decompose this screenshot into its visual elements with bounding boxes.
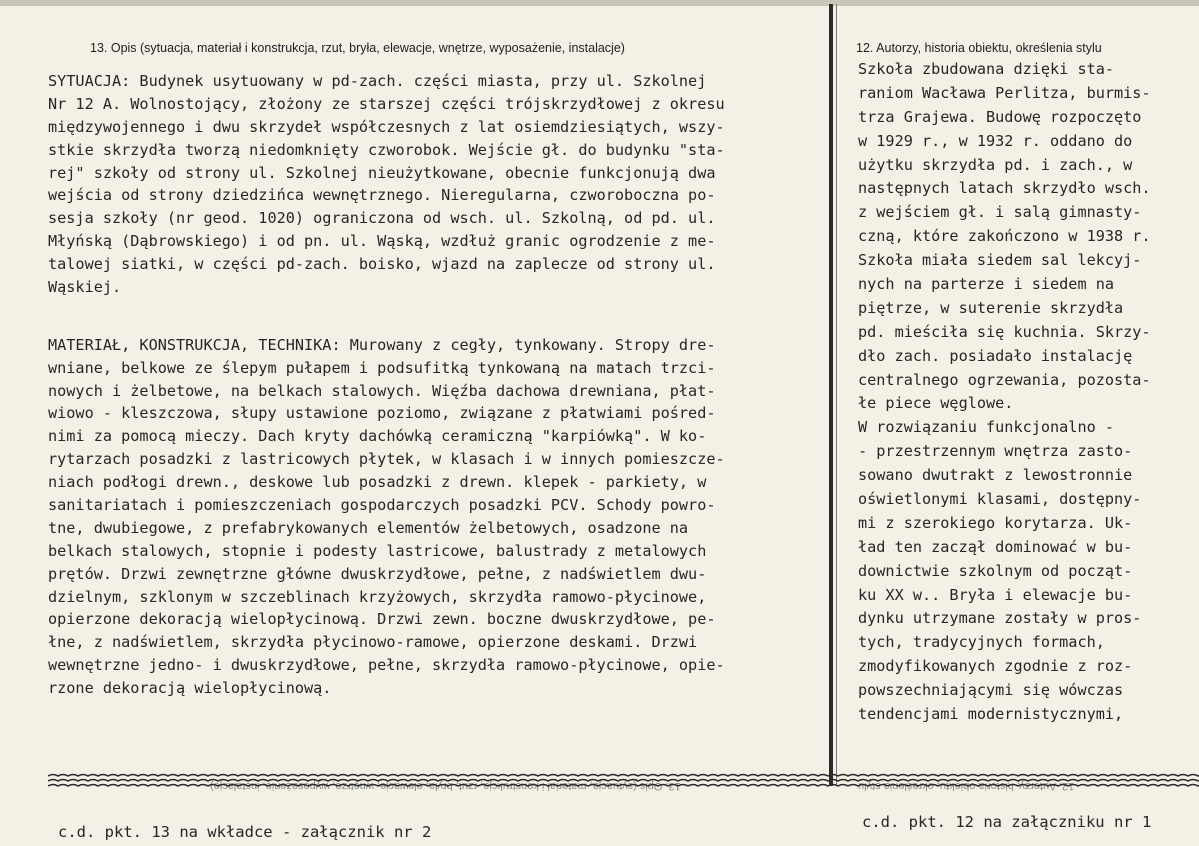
text-line: łe piece węglowe.	[858, 394, 1014, 413]
column-divider-thin	[836, 4, 837, 786]
text-line: ku XX w.. Bryła i elewacje bu-	[858, 585, 1133, 604]
text-line: ład ten zaczął dominować w bu-	[858, 537, 1133, 556]
text-line: piętrze, w suterenie skrzydła	[858, 298, 1124, 317]
history-column	[858, 58, 1151, 727]
text-line: Szkoła zbudowana dzięki sta-	[858, 60, 1115, 78]
text-line: prętów. Drzwi zewnętrzne główne dwuskrzydłowe, pełne, z nadświetlem dwu-	[48, 564, 707, 583]
scan-top-edge	[0, 0, 1199, 6]
text-line: nimi za pomocą mieczy. Dach kryty dachówką ceramiczną "karpiówką". W ko-	[48, 427, 707, 446]
text-line: Wąskiej.	[48, 278, 122, 297]
text-line: belkach stalowych, stopnie i podesty lastricowe, balustrady z metalowych	[48, 541, 707, 560]
text-line: sesja szkoły (nr geod. 1020) ograniczona od wsch. ul. Szkolną, od pd. ul.	[48, 209, 716, 228]
description-column	[48, 70, 725, 700]
text-line: tendencjami modernistycznymi,	[858, 705, 1124, 724]
text-line: rej" szkoły od strony ul. Szkolnej nieużytkowane, obecnie funkcjonują dwa	[48, 163, 716, 182]
text-line: sowano dwutrakt z lewostronnie	[858, 466, 1133, 485]
text-line: rytarzach posadzki z lastricowych płytek, w klasach i w innych pomieszcze-	[48, 450, 725, 469]
text-line: nych na parterze i siedem na	[858, 275, 1115, 294]
section-12-header: 12. Autorzy, historia obiektu, określenia stylu	[856, 41, 1102, 55]
text-line: wniane, belkowe ze ślepym pułapem i podsufitką tynkowaną na matach trzci-	[48, 358, 716, 377]
text-line: dło zach. posiadało instalację	[858, 346, 1133, 365]
text-line: tne, dwubiegowe, z prefabrykowanych elementów żelbetowych, osadzone na	[48, 518, 689, 537]
text-line: zmodyfikowanych zgodnie z roz-	[858, 657, 1133, 676]
text-line: sanitariatach i pomieszczeniach gospodarczych posadzki PCV. Schody powro-	[48, 496, 716, 515]
text-line: Młyńską (Dąbrowskiego) i od pn. ul. Wąską, wzdłuż granic ogrodzenie z me-	[48, 232, 716, 251]
footer-right: c.d. pkt. 12 na załączniku nr 1	[862, 813, 1152, 831]
text-line: rzone dekoracją wielopłycinową.	[48, 679, 332, 698]
text-line: centralnego ogrzewania, pozosta-	[858, 370, 1151, 389]
column-divider	[829, 4, 833, 786]
text-line: tych, tradycyjnych formach,	[858, 633, 1105, 652]
text-line: niach podłogi drewn., deskowe lub posadzki z drewn. klepek - parkiety, w	[48, 473, 707, 492]
wavy-border	[48, 771, 1199, 791]
text-line: powszechniającymi się wówczas	[858, 681, 1124, 700]
mirrored-header-left: 13. Opis (sytuacja, materiał i konstrukcja, rzut, bryła, elewacje, wnętrze, wyposażenie, instalacje)	[210, 780, 681, 792]
text-line: wiowo - kleszczowa, słupy ustawione poziomo, związane z płatwiami pośred-	[48, 404, 716, 423]
text-line: nowych i żelbetowe, na belkach stalowych. Więźba dachowa drewniana, płat-	[48, 381, 716, 400]
text-line: międzywojennego i dwu skrzydeł współczesnych z lat osiemdziesiątych, wszy-	[48, 117, 725, 136]
text-line: stkie skrzydła tworzą niedomknięty czworobok. Wejście gł. do budynku "sta-	[48, 140, 725, 159]
situation-paragraph	[48, 70, 725, 299]
text-line: użytku skrzydła pd. i zach., w	[858, 155, 1133, 174]
text-line: SYTUACJA: Budynek usytuowany w pd-zach. części miasta, przy ul. Szkolnej	[48, 72, 707, 90]
mirrored-header-right: 12. Autorzy, historia obiektu, określenia stylu	[858, 780, 1075, 792]
text-line: raniom Wacława Perlitza, burmis-	[858, 83, 1151, 102]
text-line: pd. mieściła się kuchnia. Skrzy-	[858, 322, 1151, 341]
text-line: z wejściem gł. i salą gimnasty-	[858, 203, 1142, 222]
text-line: czną, które zakończono w 1938 r.	[858, 227, 1151, 246]
text-line: opierzone dekoracją wielopłycinową. Drzwi zewn. boczne dwuskrzydłowe, pe-	[48, 610, 716, 629]
text-line: dynku utrzymane zostały w pros-	[858, 609, 1142, 628]
text-line: następnych latach skrzydło wsch.	[858, 179, 1151, 198]
footer-left: c.d. pkt. 13 na wkładce - załącznik nr 2	[58, 823, 432, 841]
text-line: wejścia od strony dziedzińca wewnętrznego. Nieregularna, czworoboczna po-	[48, 186, 716, 205]
text-line: MATERIAŁ, KONSTRUKCJA, TECHNIKA: Murowany z cegły, tynkowany. Stropy dre-	[48, 335, 716, 354]
text-line: - przestrzennym wnętrza zasto-	[858, 442, 1133, 461]
text-line: Szkoła miała siedem sal lekcyj-	[858, 251, 1142, 270]
text-line: wewnętrzne jedno- i dwuskrzydłowe, pełne, skrzydła ramowo-płycinowe, opie-	[48, 656, 725, 675]
text-line: mi z szerokiego korytarza. Uk-	[858, 513, 1133, 532]
text-line: downictwie szkolnym od począt-	[858, 561, 1133, 580]
text-line: Nr 12 A. Wolnostojący, złożony ze starszej części trójskrzydłowej z okresu	[48, 94, 725, 113]
text-line: trza Grajewa. Budowę rozpoczęto	[858, 107, 1142, 126]
section-13-header: 13. Opis (sytuacja, materiał i konstrukcja, rzut, bryła, elewacje, wnętrze, wyposażenie, instalacje)	[90, 41, 625, 55]
text-line: łne, z nadświetlem, skrzydła płycinowo-ramowe, opierzone deskami. Drzwi	[48, 633, 698, 652]
material-paragraph	[48, 334, 725, 700]
text-line: w 1929 r., w 1932 r. oddano do	[858, 131, 1133, 150]
text-line: talowej siatki, w części pd-zach. boisko, wjazd na zaplecze od strony ul.	[48, 255, 716, 274]
text-line: W rozwiązaniu funkcjonalno -	[858, 418, 1115, 437]
text-line: oświetlonymi klasami, dostępny-	[858, 490, 1142, 509]
text-line: dzielnym, szklonym w szczeblinach krzyżowych, skrzydła ramowo-płycinowe,	[48, 587, 707, 606]
